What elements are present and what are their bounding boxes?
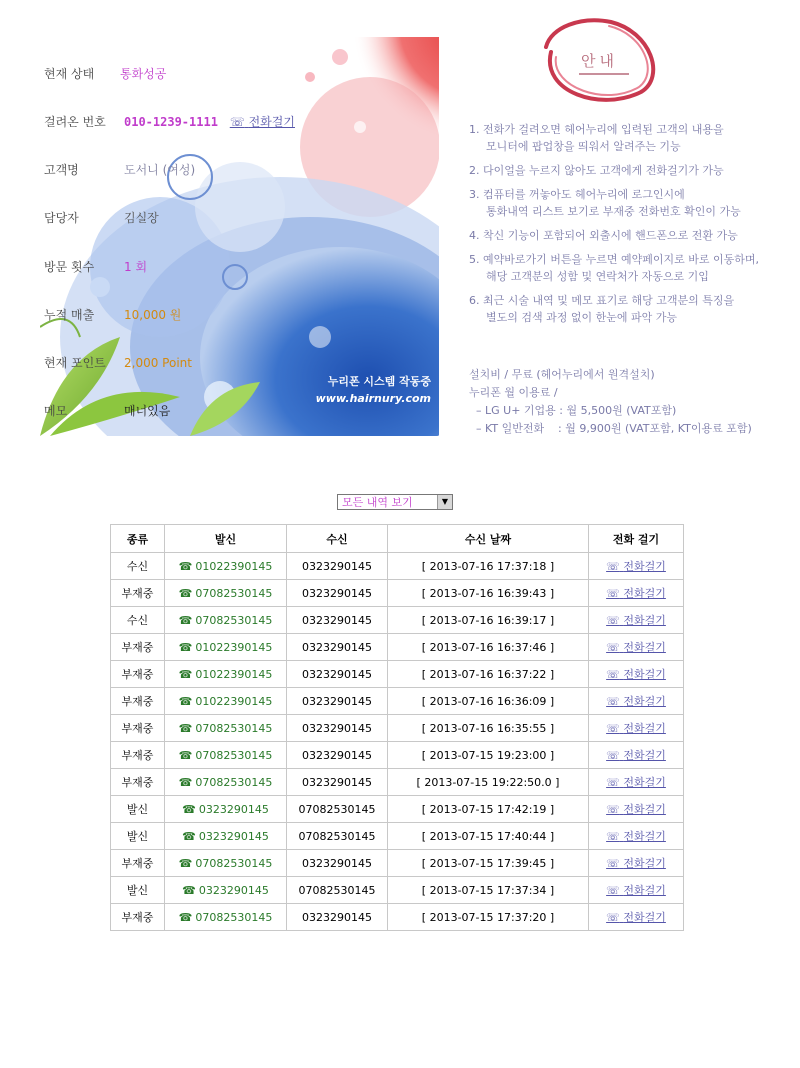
cell-from	[165, 823, 287, 850]
cell-from	[165, 850, 287, 877]
from-number: 07082530145	[195, 856, 273, 870]
telephone-icon: ☎	[182, 883, 196, 897]
table-row	[111, 607, 684, 634]
memo-label: 메모	[44, 404, 68, 418]
notice-list	[469, 121, 789, 333]
notice-item	[469, 162, 789, 179]
status-value: 통화성공	[120, 67, 167, 81]
phone-icon: ☏	[606, 695, 620, 708]
telephone-icon: ☎	[178, 640, 193, 654]
call-row-link-label: 전화걸기	[623, 776, 666, 789]
notice-item-subline: 통화내역 리스트 보기로 부재중 전화번호 확인이 가능	[486, 205, 741, 218]
phone-icon: ☏	[606, 587, 620, 600]
telephone-icon: ☎	[178, 559, 193, 573]
cell-type: 부재중	[111, 661, 165, 688]
telephone-icon: ☎	[178, 748, 193, 762]
from-number: 0323290145	[198, 802, 269, 816]
points-label: 현재 포인트	[44, 356, 106, 370]
points-value: 2,000 Point	[124, 356, 192, 370]
cell-type: 부재중	[111, 769, 165, 796]
cell-call	[589, 688, 684, 715]
cell-from	[165, 580, 287, 607]
banner-caption-url: www.hairnury.com	[315, 392, 431, 405]
notice-item-subline: 모니터에 팝업창을 띄워서 알려주는 기능	[486, 140, 681, 153]
telephone-icon: ☎	[178, 856, 193, 870]
call-history-table	[110, 524, 684, 931]
from-number: 07082530145	[195, 748, 273, 762]
table-row	[111, 904, 684, 931]
cell-date: [ 2013-07-15 17:39:45 ]	[388, 850, 589, 877]
call-row-link-label: 전화걸기	[623, 884, 666, 897]
cell-date: [ 2013-07-15 19:23:00 ]	[388, 742, 589, 769]
cell-to: 0323290145	[287, 904, 388, 931]
phone-icon: ☏	[606, 884, 620, 897]
header-type: 종류	[111, 525, 165, 553]
pricing-line: – KT 일반전화 : 월 9,900원 (VAT포함, KT이용료 포함)	[469, 422, 752, 435]
table-row	[111, 877, 684, 904]
call-row-link[interactable]	[606, 803, 666, 816]
table-row	[111, 553, 684, 580]
cell-to: 07082530145	[287, 796, 388, 823]
call-row-link[interactable]	[606, 857, 666, 870]
telephone-icon: ☎	[182, 802, 196, 816]
call-row-link[interactable]	[606, 884, 666, 897]
memo-value: 매너있음	[124, 404, 171, 418]
table-row	[111, 715, 684, 742]
cell-call	[589, 553, 684, 580]
cell-call	[589, 715, 684, 742]
call-row-link-label: 전화걸기	[623, 749, 666, 762]
from-number: 07082530145	[195, 910, 273, 924]
cell-date: [ 2013-07-16 16:39:17 ]	[388, 607, 589, 634]
incoming-phone-number: 010-1239-1111	[124, 115, 218, 129]
call-row-link-label: 전화걸기	[623, 695, 666, 708]
call-row-link[interactable]	[606, 695, 666, 708]
call-row-link-label: 전화걸기	[623, 560, 666, 573]
telephone-icon: ☎	[178, 694, 193, 708]
phone-icon: ☏	[606, 614, 620, 627]
cell-call	[589, 769, 684, 796]
notice-item-subline: 해당 고객분의 성함 및 연락처가 자동으로 기입	[486, 270, 709, 283]
staff-value: 김실장	[124, 211, 159, 225]
call-row-link-label: 전화걸기	[623, 587, 666, 600]
from-number: 01022390145	[195, 694, 273, 708]
history-filter-select[interactable]	[337, 494, 453, 510]
cell-date: [ 2013-07-16 17:37:18 ]	[388, 553, 589, 580]
cell-call	[589, 634, 684, 661]
phone-icon: ☏	[606, 776, 620, 789]
cell-type: 수신	[111, 553, 165, 580]
table-row	[111, 688, 684, 715]
sales-value: 10,000 원	[124, 308, 182, 322]
cell-call	[589, 661, 684, 688]
hero-banner	[40, 37, 439, 436]
header-to: 수신	[287, 525, 388, 553]
phone-icon: ☏	[606, 749, 620, 762]
phone-icon: ☏	[606, 641, 620, 654]
status-label: 현재 상태	[44, 67, 95, 81]
cell-type: 발신	[111, 877, 165, 904]
telephone-icon: ☎	[178, 586, 193, 600]
visits-value: 1 회	[124, 260, 148, 274]
phone-icon: ☏	[606, 857, 620, 870]
from-number: 01022390145	[195, 640, 273, 654]
notice-item	[469, 292, 789, 326]
cell-from	[165, 634, 287, 661]
table-row	[111, 742, 684, 769]
cell-to: 0323290145	[287, 742, 388, 769]
call-row-link[interactable]	[606, 830, 666, 843]
phone-icon: ☏	[606, 722, 620, 735]
visits-label: 방문 횟수	[44, 260, 95, 274]
cell-type: 수신	[111, 607, 165, 634]
pricing-line: 설치비 / 무료 (헤어누리에서 원격설치)	[469, 368, 655, 381]
call-row-link-label: 전화걸기	[623, 803, 666, 816]
table-row	[111, 796, 684, 823]
cell-call	[589, 877, 684, 904]
call-row-link[interactable]	[606, 749, 666, 762]
call-row-link[interactable]	[606, 668, 666, 681]
cell-to: 0323290145	[287, 553, 388, 580]
filter-selected-value: 모든 내역 보기	[342, 496, 413, 509]
cell-date: [ 2013-07-15 19:22:50.0 ]	[388, 769, 589, 796]
table-header-row	[111, 525, 684, 553]
staff-label: 담당자	[44, 211, 79, 225]
table-row	[111, 769, 684, 796]
cell-call	[589, 580, 684, 607]
cell-from	[165, 553, 287, 580]
telephone-icon: ☎	[182, 829, 196, 843]
call-row-link-label: 전화걸기	[623, 668, 666, 681]
cell-to: 0323290145	[287, 715, 388, 742]
phone-icon: ☏	[606, 803, 620, 816]
cell-to: 0323290145	[287, 607, 388, 634]
cell-from	[165, 877, 287, 904]
phone-value-group	[124, 114, 295, 130]
notice-item-line: 5. 예약바로가기 버튼을 누르면 예약페이지로 바로 이동하며,	[469, 253, 759, 266]
cell-from	[165, 607, 287, 634]
cell-date: [ 2013-07-15 17:37:34 ]	[388, 877, 589, 904]
table-row	[111, 634, 684, 661]
phone-icon: ☏	[229, 115, 245, 129]
cell-to: 0323290145	[287, 850, 388, 877]
cell-to: 0323290145	[287, 634, 388, 661]
notice-title-badge	[531, 12, 659, 117]
phone-icon: ☏	[606, 911, 620, 924]
notice-item	[469, 251, 789, 285]
dropdown-arrow-icon[interactable]: ▼	[437, 495, 452, 509]
cell-date: [ 2013-07-16 16:35:55 ]	[388, 715, 589, 742]
pricing-line: 누리폰 월 이용료 /	[469, 386, 558, 399]
call-row-link[interactable]	[606, 560, 666, 573]
from-number: 07082530145	[195, 586, 273, 600]
telephone-icon: ☎	[178, 910, 193, 924]
cell-from	[165, 904, 287, 931]
phone-label: 걸려온 번호	[44, 115, 106, 129]
notice-item	[469, 121, 789, 155]
cell-date: [ 2013-07-15 17:40:44 ]	[388, 823, 589, 850]
call-row-link[interactable]	[606, 722, 666, 735]
telephone-icon: ☎	[178, 613, 193, 627]
header-date: 수신 날짜	[388, 525, 589, 553]
cell-type: 부재중	[111, 688, 165, 715]
cell-date: [ 2013-07-16 16:36:09 ]	[388, 688, 589, 715]
cell-to: 07082530145	[287, 877, 388, 904]
cell-call	[589, 904, 684, 931]
notice-item	[469, 186, 789, 220]
call-row-link-label: 전화걸기	[623, 857, 666, 870]
customer-label: 고객명	[44, 163, 79, 177]
cell-date: [ 2013-07-16 16:37:46 ]	[388, 634, 589, 661]
banner-caption-title: 누리폰 시스템 작동중	[327, 375, 431, 388]
cell-type: 부재중	[111, 634, 165, 661]
call-link-label: 전화걸기	[248, 115, 295, 129]
phone-icon: ☏	[606, 668, 620, 681]
cell-call	[589, 823, 684, 850]
cell-from	[165, 742, 287, 769]
from-number: 01022390145	[195, 667, 273, 681]
cell-call	[589, 607, 684, 634]
cell-type: 부재중	[111, 850, 165, 877]
header-from: 발신	[165, 525, 287, 553]
cell-call	[589, 796, 684, 823]
call-row-link-label: 전화걸기	[623, 614, 666, 627]
cell-to: 0323290145	[287, 769, 388, 796]
call-row-link[interactable]	[606, 614, 666, 627]
from-number: 0323290145	[198, 883, 269, 897]
table-row	[111, 580, 684, 607]
table-body	[111, 553, 684, 931]
cell-type: 부재중	[111, 580, 165, 607]
cell-to: 0323290145	[287, 688, 388, 715]
cell-date: [ 2013-07-15 17:37:20 ]	[388, 904, 589, 931]
cell-date: [ 2013-07-16 16:37:22 ]	[388, 661, 589, 688]
cell-call	[589, 742, 684, 769]
telephone-icon: ☎	[178, 775, 193, 789]
table-row	[111, 823, 684, 850]
call-row-link[interactable]	[606, 587, 666, 600]
cell-from	[165, 715, 287, 742]
cell-type: 발신	[111, 796, 165, 823]
from-number: 07082530145	[195, 775, 273, 789]
telephone-icon: ☎	[178, 667, 193, 681]
pricing-line: – LG U+ 기업용 : 월 5,500원 (VAT포함)	[469, 404, 677, 417]
call-row-link[interactable]	[606, 776, 666, 789]
call-link[interactable]	[230, 115, 295, 129]
cell-from	[165, 661, 287, 688]
call-row-link-label: 전화걸기	[623, 641, 666, 654]
cell-type: 부재중	[111, 904, 165, 931]
cell-call	[589, 850, 684, 877]
notice-item-line: 6. 최근 시술 내역 및 메모 표기로 해당 고객분의 특징을	[469, 294, 735, 307]
call-row-link[interactable]	[606, 641, 666, 654]
cell-date: [ 2013-07-15 17:42:19 ]	[388, 796, 589, 823]
cell-type: 부재중	[111, 715, 165, 742]
cell-from	[165, 769, 287, 796]
phone-icon: ☏	[606, 560, 620, 573]
cell-from	[165, 688, 287, 715]
call-row-link[interactable]	[606, 911, 666, 924]
cell-type: 발신	[111, 823, 165, 850]
cell-to: 07082530145	[287, 823, 388, 850]
phone-icon: ☏	[606, 830, 620, 843]
from-number: 01022390145	[195, 559, 273, 573]
customer-value: 도서니 (여성)	[124, 163, 196, 177]
call-row-link-label: 전화걸기	[623, 911, 666, 924]
call-row-link-label: 전화걸기	[623, 722, 666, 735]
from-number: 07082530145	[195, 721, 273, 735]
cell-date: [ 2013-07-16 16:39:43 ]	[388, 580, 589, 607]
header-call: 전화 걸기	[589, 525, 684, 553]
notice-item-line: 2. 다이얼을 누르지 않아도 고객에게 전화걸기가 가능	[469, 164, 724, 177]
sales-label: 누적 매출	[44, 308, 95, 322]
telephone-icon: ☎	[178, 721, 193, 735]
notice-item-line: 1. 전화가 걸려오면 헤어누리에 입력된 고객의 내용을	[469, 123, 724, 136]
notice-title: 안내	[581, 52, 618, 70]
table-row	[111, 661, 684, 688]
notice-item	[469, 227, 789, 244]
cell-to: 0323290145	[287, 661, 388, 688]
banner-caption	[316, 373, 431, 405]
from-number: 07082530145	[195, 613, 273, 627]
pricing-info	[469, 366, 789, 438]
cell-to: 0323290145	[287, 580, 388, 607]
table-row	[111, 850, 684, 877]
notice-item-line: 3. 컴퓨터를 꺼놓아도 헤어누리에 로그인시에	[469, 188, 685, 201]
cell-from	[165, 796, 287, 823]
from-number: 0323290145	[198, 829, 269, 843]
notice-item-line: 4. 착신 기능이 포함되어 외출시에 핸드폰으로 전환 가능	[469, 229, 738, 242]
notice-item-subline: 별도의 검색 과정 없이 한눈에 파악 가능	[486, 311, 677, 324]
call-row-link-label: 전화걸기	[623, 830, 666, 843]
cell-type: 부재중	[111, 742, 165, 769]
